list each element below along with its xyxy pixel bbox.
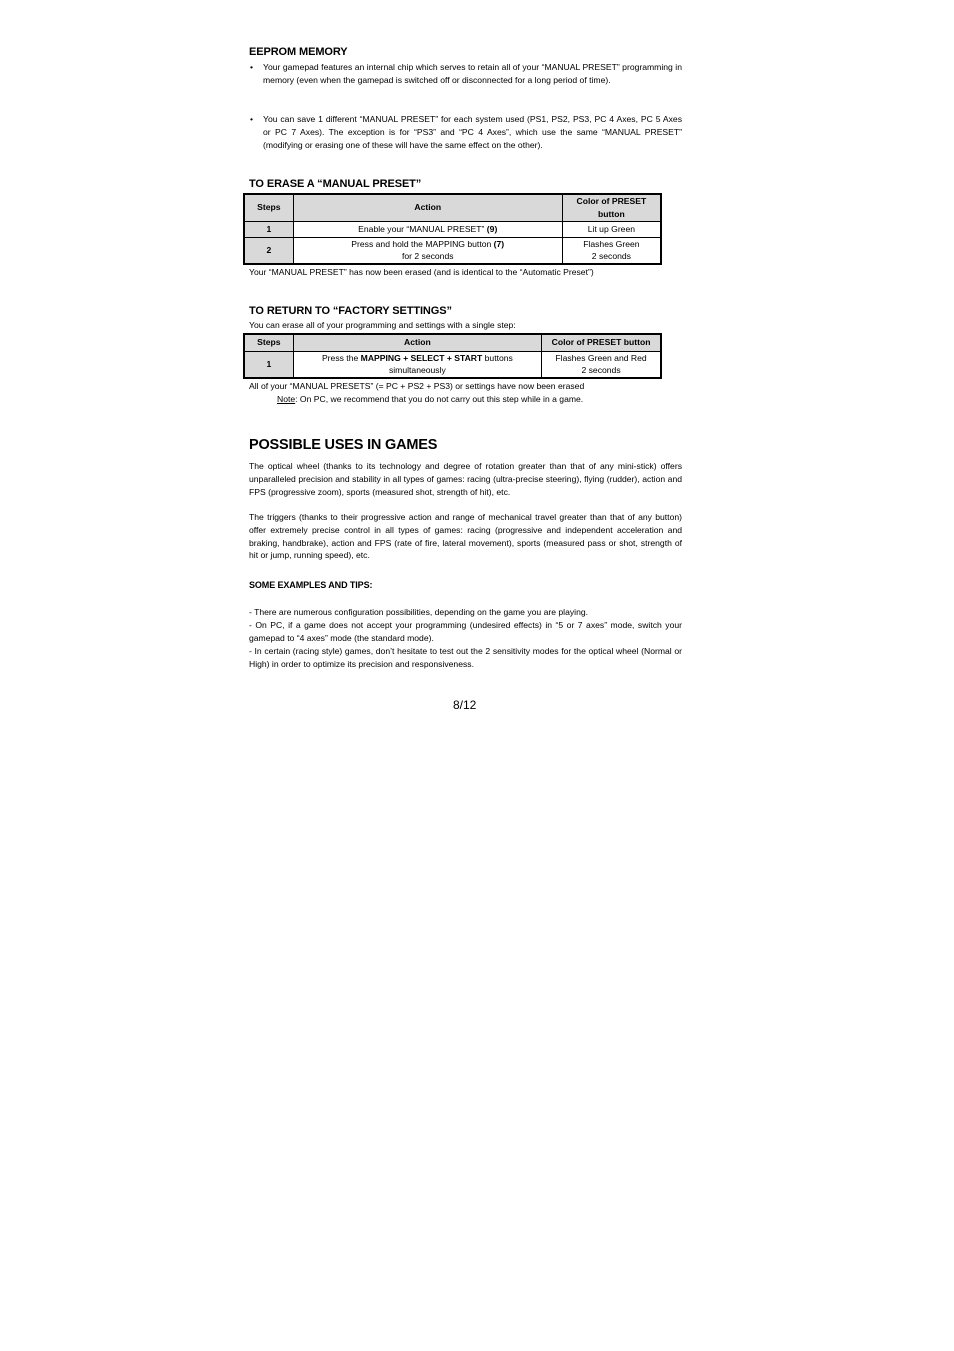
erase-color-2-text: Flashes Green	[583, 238, 640, 249]
factory-header-steps: Steps	[244, 334, 293, 351]
factory-action-text-c: buttons	[482, 352, 513, 363]
erase-header-action: Action	[293, 194, 562, 221]
erase-footer: Your “MANUAL PRESET” has now been erased (and is identical to the “Automatic Preset”)	[249, 267, 594, 277]
factory-header-action: Action	[293, 334, 541, 351]
erase-table	[243, 193, 662, 265]
tips-heading: SOME EXAMPLES AND TIPS:	[249, 580, 373, 590]
tip-2: - On PC, if a game does not accept your programming (undesired effects) in “5 or 7 axes” mode, switch your gamepad to “4 axes” mode (the standard mode).	[249, 620, 682, 643]
factory-action-buttons: MAPPING + SELECT + START	[360, 352, 483, 363]
erase-table-header-row	[244, 194, 661, 221]
erase-action-2-text: Press and hold the MAPPING button	[351, 238, 494, 249]
erase-color-1: Lit up Green	[562, 221, 661, 237]
erase-action-2	[293, 237, 562, 264]
erase-header-steps: Steps	[244, 194, 293, 221]
factory-action-text-a: Press the	[321, 352, 361, 363]
uses-heading: POSSIBLE USES IN GAMES	[249, 437, 438, 453]
erase-action-2-line2: for 2 seconds	[401, 251, 454, 262]
factory-color-1	[542, 351, 661, 378]
page-number: 8/12	[453, 698, 477, 712]
eeprom-bullet-text-2: You can save 1 different “MANUAL PRESET” for each system used (PS1, PS2, PS3, PC 4 Axes, PC 5 Axes or PC 7 Axes). The exception is for “PS3” and “PC 4 Axes”, which use the same “MANUAL PRESET” (modifying or erasing one of these will have the same effect on the other).	[263, 114, 682, 150]
erase-action-1-text: Enable your “MANUAL PRESET”	[358, 223, 487, 234]
table-row	[244, 237, 661, 264]
erase-action-2-ref: (7)	[493, 238, 505, 249]
factory-note	[277, 393, 583, 406]
erase-action-1-ref: (9)	[486, 223, 498, 234]
factory-action-1	[293, 351, 541, 378]
erase-heading: TO ERASE A “MANUAL PRESET”	[249, 178, 422, 190]
note-label: Note	[277, 394, 296, 404]
factory-table-header-row	[244, 334, 661, 351]
factory-action-line2: simultaneously	[388, 365, 446, 376]
factory-header-color: Color of PRESET button	[542, 334, 661, 351]
table-row	[244, 351, 661, 378]
factory-intro: You can erase all of your programming and settings with a single step:	[249, 320, 516, 330]
factory-heading: TO RETURN TO “FACTORY SETTINGS”	[249, 305, 452, 317]
uses-paragraph-1: The optical wheel (thanks to its technology and degree of rotation greater than that of any mini-stick) offers unparalleled precision and stability in all types of games: racing (ultra-precise steering), flying (rudder), action and FPS (progressive zoom), sports (measured shot, strength of hit), etc.	[249, 461, 682, 497]
factory-color-line2: 2 seconds	[581, 365, 621, 376]
erase-color-2-line2: 2 seconds	[591, 251, 631, 262]
table-row	[244, 221, 661, 237]
erase-header-color: Color of PRESET button	[562, 194, 661, 221]
uses-paragraph-2: The triggers (thanks to their progressive action and range of mechanical travel greater than that of any button) offer extremely precise control in all types of games: racing (progressive and independent acceleration and braking, handbrake), action and FPS (rate of fire, lateral movement), sports (measured pass or shot, strength of hit or jump, running speed), etc.	[249, 512, 682, 561]
tip-1: - There are numerous configuration possibilities, depending on the game you are playing.	[249, 607, 589, 617]
factory-table	[243, 333, 662, 379]
tip-3: - In certain (racing style) games, don’t hesitate to test out the 2 sensitivity modes for the optical wheel (Normal or High) in order to optimize its precision and responsiveness.	[249, 646, 682, 669]
factory-color-text: Flashes Green and Red	[555, 352, 647, 363]
erase-color-2	[562, 237, 661, 264]
note-text: : On PC, we recommend that you do not carry out this step while in a game.	[295, 394, 584, 404]
eeprom-heading: EEPROM MEMORY	[249, 46, 348, 58]
bullet-icon: •	[250, 114, 254, 124]
eeprom-bullet-text-1: Your gamepad features an internal chip which serves to retain all of your “MANUAL PRESET” programming in memory (even when the gamepad is switched off or disconnected for a long period of time).	[263, 62, 682, 85]
factory-footer: All of your “MANUAL PRESETS” (= PC + PS2 + PS3) or settings have now been erased	[249, 381, 585, 391]
erase-action-1	[293, 221, 562, 237]
erase-step-2: 2	[244, 237, 293, 264]
bullet-icon: •	[250, 62, 254, 72]
erase-step-1: 1	[244, 221, 293, 237]
factory-step-1: 1	[244, 351, 293, 378]
